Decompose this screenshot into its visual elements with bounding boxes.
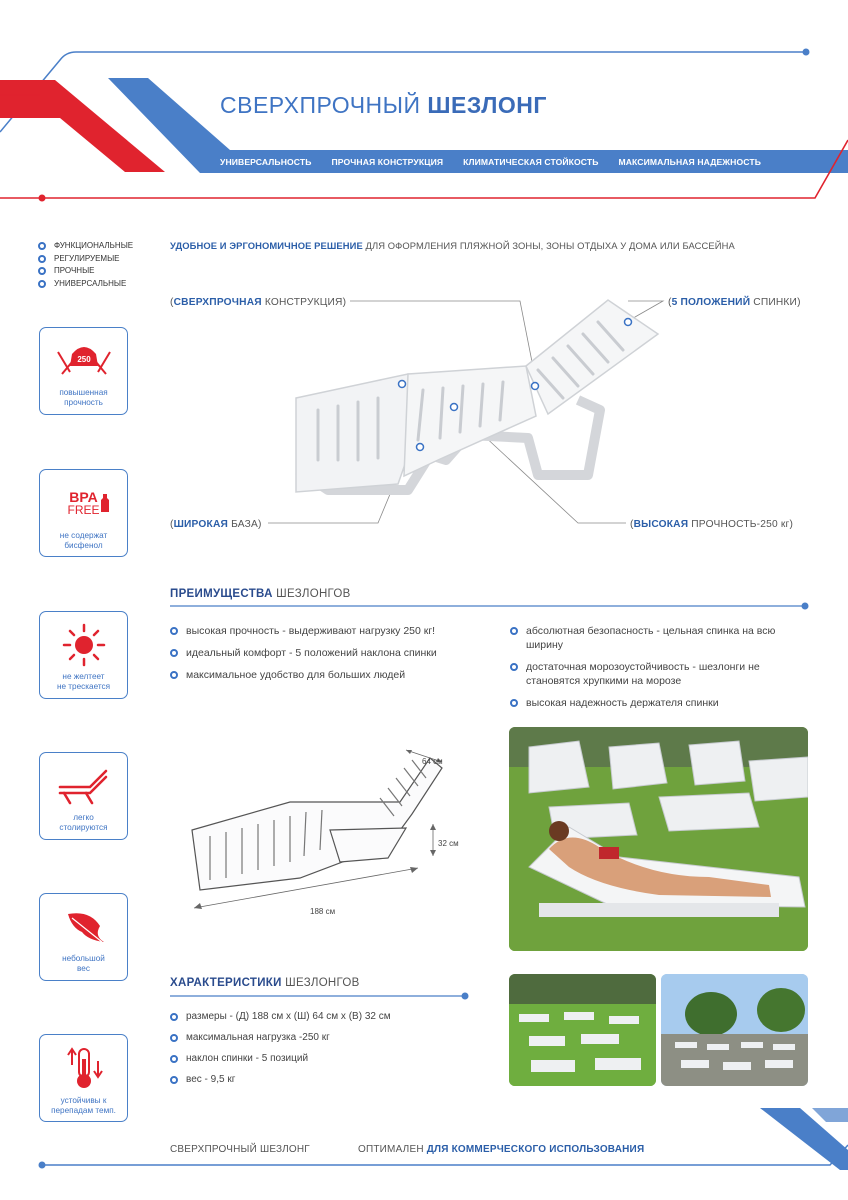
nav-item-reliability: МАКСИМАЛЬНАЯ НАДЕЖНОСТЬ xyxy=(618,157,761,167)
card-caption: повышенная прочность xyxy=(59,388,108,407)
list-item: максимальная нагрузка -250 кг xyxy=(170,1031,470,1045)
feature-list xyxy=(38,240,133,290)
list-item: идеальный комфорт - 5 положений наклона спинки xyxy=(170,646,470,660)
lounger-illustration xyxy=(168,280,828,540)
dimension-drawing xyxy=(180,740,480,930)
list-item: максимальное удобство для больших людей xyxy=(170,668,470,682)
card-temp xyxy=(39,1034,128,1122)
list-item: вес - 9,5 кг xyxy=(170,1073,470,1087)
advantages-right xyxy=(510,624,808,710)
list-item: ФУНКЦИОНАЛЬНЫЕ xyxy=(38,240,133,253)
list-item: УНИВЕРСАЛЬНЫЕ xyxy=(38,278,133,291)
card-caption: небольшой вес xyxy=(62,954,105,973)
list-item: ПРОЧНЫЕ xyxy=(38,265,133,278)
callout-strength: (ВЫСОКАЯ ПРОЧНОСТЬ-250 кг) xyxy=(630,519,794,530)
advantages-left xyxy=(170,624,470,682)
card-caption: легко столируются xyxy=(59,813,108,832)
photo-main xyxy=(509,727,808,951)
specs-list xyxy=(170,1010,470,1087)
sun-icon xyxy=(61,622,107,668)
dim-length-label: 188 см xyxy=(310,907,336,916)
feather-icon xyxy=(60,904,108,948)
weight-icon xyxy=(54,338,114,380)
bpa-icon-text: BPA xyxy=(69,489,98,505)
header-nav xyxy=(220,152,761,172)
nav-item-construction: ПРОЧНАЯ КОНСТРУКЦИЯ xyxy=(331,157,444,167)
callout-base: (ШИРОКАЯ БАЗА) xyxy=(170,519,262,530)
weight-badge-text: 250 xyxy=(76,355,91,364)
advantages-heading: ПРЕИМУЩЕСТВА ШЕЗЛОНГОВ xyxy=(170,588,351,600)
list-item: размеры - (Д) 188 см х (Ш) 64 см х (В) 32 см xyxy=(170,1010,470,1024)
page-title: СВЕРХПРОЧНЫЙ ШЕЗЛОНГ xyxy=(220,92,547,118)
list-item: наклон спинки - 5 позиций xyxy=(170,1052,470,1066)
list-item: высокая прочность - выдерживают нагрузку 250 кг! xyxy=(170,624,470,638)
sunbathing-photo xyxy=(509,727,808,951)
thermometer-icon xyxy=(62,1043,106,1091)
baby-bottle-icon xyxy=(98,492,114,514)
park-loungers-photo xyxy=(509,974,656,1086)
nav-item-universality: УНИВЕРСАЛЬНОСТЬ xyxy=(220,157,312,167)
list-item: РЕГУЛИРУЕМЫЕ xyxy=(38,253,133,266)
stacked-lounger-icon xyxy=(54,763,114,807)
footer-tagline: ОПТИМАЛЕН ДЛЯ КОММЕРЧЕСКОГО ИСПОЛЬЗОВАНИЯ xyxy=(358,1144,645,1155)
list-item: высокая надежность держателя спинки xyxy=(510,696,808,710)
dim-height-label: 32 см xyxy=(438,839,459,848)
photo-park-1 xyxy=(509,974,656,1086)
card-caption: не желтеет не трескается xyxy=(56,672,111,691)
footer-title: СВЕРХПРОЧНЫЙ ШЕЗЛОНГ xyxy=(170,1144,310,1155)
card-caption: устойчивы к перепадам темп. xyxy=(51,1096,116,1115)
card-caption: не содержат бисфенол xyxy=(59,531,108,550)
pool-loungers-photo xyxy=(661,974,808,1086)
bpa-free-text: FREE xyxy=(67,503,100,517)
card-sun xyxy=(39,611,128,699)
list-item: абсолютная безопасность - цельная спинка на всю ширину xyxy=(510,624,808,652)
card-strength xyxy=(39,327,128,415)
card-bpa xyxy=(39,469,128,557)
card-stack xyxy=(39,752,128,840)
nav-item-climate: КЛИМАТИЧЕСКАЯ СТОЙКОСТЬ xyxy=(463,157,599,167)
specs-heading: ХАРАКТЕРИСТИКИ ШЕЗЛОНГОВ xyxy=(170,977,360,989)
dim-width-label: 64 см xyxy=(422,757,443,766)
list-item: достаточная морозоустойчивость - шезлонги не становятся хрупкими на морозе xyxy=(510,660,808,688)
callout-construction: (СВЕРХПРОЧНАЯ КОНСТРУКЦИЯ) xyxy=(170,297,347,308)
callout-positions: (5 ПОЛОЖЕНИЙ СПИНКИ) xyxy=(668,297,801,308)
card-light xyxy=(39,893,128,981)
photo-park-2 xyxy=(661,974,808,1086)
intro-text: УДОБНОЕ И ЭРГОНОМИЧНОЕ РЕШЕНИЕ ДЛЯ ОФОРМЛЕНИЯ ПЛЯЖНОЙ ЗОНЫ, ЗОНЫ ОТДЫХА У ДОМА ИЛИ БАССЕЙНА xyxy=(170,240,735,251)
